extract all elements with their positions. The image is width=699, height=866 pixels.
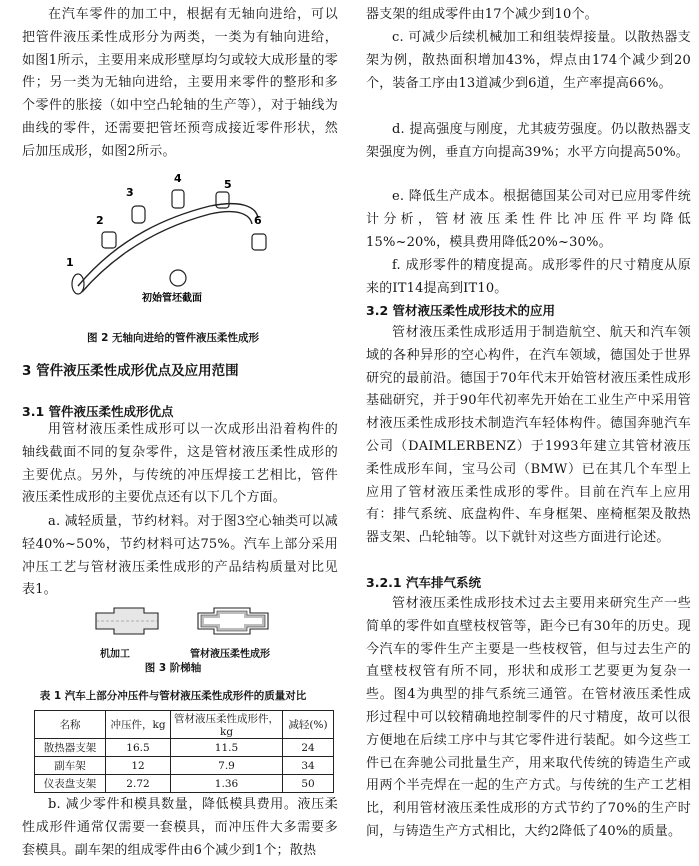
section-shape-5 xyxy=(216,192,229,208)
initial-section-label: 初始管坯截面 xyxy=(142,293,202,304)
fig2-label-2: 2 xyxy=(96,214,104,227)
table-cell: 12 xyxy=(106,757,171,775)
section-3-2-title: 3.2 管材液压柔性成形技术的应用 xyxy=(366,303,555,318)
table-row xyxy=(35,739,334,757)
section-3-1-paragraph: 用管材液压柔性成形可以一次成形出沿着构件的轴线截面不同的复杂零件，这是管材液压柔性成形的主要优点。另外，与传统的冲压焊接工艺相比，管件液压柔性成形的主要优点还有以下几个方面。 xyxy=(22,422,338,506)
figure-2-diagram xyxy=(60,166,290,316)
table-cell: 24 xyxy=(283,739,334,757)
table-cell: 11.5 xyxy=(171,739,283,757)
table-cell: 34 xyxy=(283,757,334,775)
fig3-label-machined: 机加工 xyxy=(100,649,130,660)
table-cell: 16.5 xyxy=(106,739,171,757)
machined-shaft xyxy=(96,608,158,634)
point-f-paragraph: f. 成形零件的精度提高。成形零件的尺寸精度从原来的IT14提高到IT10。 xyxy=(366,258,691,296)
initial-section-circle xyxy=(170,270,186,286)
table-header-cell: 名称 xyxy=(35,711,106,739)
section-shape-6 xyxy=(252,234,266,250)
fig2-label-6: 6 xyxy=(254,214,262,227)
point-b-continued: 器支架的组成零件由17个减少到10个。 xyxy=(366,7,598,22)
table-row xyxy=(35,757,334,775)
section-3-1-title: 3.1 管件液压柔性成形优点 xyxy=(22,404,174,419)
hydroformed-shaft xyxy=(198,608,268,634)
point-e-paragraph: e. 降低生产成本。根据德国某公司对已应用零件统计分析，管材液压柔性件比冲压件平均降低15%~20%，模具费用降低20%~30%。 xyxy=(366,189,691,250)
fig3-label-hydroformed: 管材液压柔性成形 xyxy=(190,649,270,660)
section-shape-1 xyxy=(72,274,84,294)
point-b-paragraph: b. 减少零件和模具数量，降低模具费用。液压柔性成形件通常仅需要一套模具，而冲压件大多需要多套模具。副车架的组成零件由6个减少到1个；散热 xyxy=(22,797,338,858)
table-header-cell: 减轻(%) xyxy=(283,711,334,739)
fig2-label-5: 5 xyxy=(224,178,232,191)
table-row xyxy=(35,775,334,793)
fig2-label-1: 1 xyxy=(66,256,74,269)
figure-3-caption: 图 3 阶梯轴 xyxy=(144,662,202,674)
table-cell: 副车架 xyxy=(35,757,106,775)
section-shape-3 xyxy=(132,206,145,223)
table-cell: 散热器支架 xyxy=(35,739,106,757)
tube-outer-line xyxy=(78,204,258,286)
table-cell: 7.9 xyxy=(171,757,283,775)
table-1 xyxy=(34,710,334,793)
table-1-caption: 表 1 汽车上部分冲压件与管材液压柔性成形件的质量对比 xyxy=(39,690,307,702)
point-a-paragraph: a. 减轻质量，节约材料。对于图3空心轴类可以减轻40%~50%，节约材料可达75%。汽车上部分采用冲压工艺与管材液压柔性成形的产品结构质量对比见表1。 xyxy=(22,514,338,598)
section-shape-4 xyxy=(172,190,184,208)
figure-2-caption: 图 2 无轴向进给的管件液压柔性成形 xyxy=(86,332,260,344)
fig2-label-4: 4 xyxy=(174,172,182,185)
section-3-2-1-title: 3.2.1 汽车排气系统 xyxy=(366,575,481,590)
table-header-cell: 管材液压柔性成形件，kg xyxy=(171,711,283,739)
section-3-2-1-paragraph: 管材液压柔性成形技术过去主要用来研究生产一些简单的零件如直壁枝杈管等，距今已有30年的历史。现今汽车的零件生产主要是一些枝杈管，但与过去生产的直壁枝杈管有所不同，形状和成形工艺要更为复杂一些。图4为典型的排气系统三通管。在管材液压柔性成形过程中可以较精确地控制零件的尺寸精度，故可以很方便地在后续工序中与其它零件进行装配。如今这些工件已在奔驰公司批量生产，用来取代传统的铸造生产或用两个半壳焊在一起的生产方式。与传统的生产工艺相比，利用管材液压柔性成形的方式节约了70%的生产时间，与铸造生产方式相比，大约2降低了40%的质量。 xyxy=(366,596,691,839)
table-cell: 50 xyxy=(283,775,334,793)
point-d-paragraph: d. 提高强度与刚度，尤其疲劳强度。仍以散热器支架强度为例，垂直方向提高39%；水平方向提高50%。 xyxy=(366,122,691,160)
table-header-row xyxy=(35,711,334,739)
section-shape-2 xyxy=(102,232,116,248)
section-3-title: 3 管件液压柔性成形优点及应用范围 xyxy=(22,363,239,379)
table-header-cell: 冲压件，kg xyxy=(106,711,171,739)
intro-paragraph: 在汽车零件的加工中，根据有无轴向进给，可以把管件液压柔性成形分为两类，一类为有轴向进给，如图1所示，主要用来成形壁厚均匀或较大成形量的零件；另一类为无轴向进给，主要用来零件的整形和多个零件的胀接（如中空凸轮轴的生产等），对于轴线为曲线的零件，还需要把管坯预弯成接近零件形状，然后加压成形，如图2所示。 xyxy=(22,7,338,159)
point-c-paragraph: c. 可减少后续机械加工和组装焊接量。以散热器支架为例，散热面积增加43%，焊点由174个减少到20个，装备工序由13道减少到6道，生产率提高66%。 xyxy=(366,30,691,91)
table-cell: 仪表盘支架 xyxy=(35,775,106,793)
figure-3-diagram xyxy=(92,601,288,641)
tube-inner-line xyxy=(82,212,252,292)
table-cell: 2.72 xyxy=(106,775,171,793)
fig2-label-3: 3 xyxy=(126,186,134,199)
table-cell: 1.36 xyxy=(171,775,283,793)
section-3-2-paragraph: 管材液压柔性成形适用于制造航空、航天和汽车领域的各种异形的空心构件，在汽车领域，德国处于世界研究的最前沿。德国于70年代末开始管材液压柔性成形基础研究，并于90年代初率先开始在工业生产中采用管材液压柔性成形技术制造汽车轻体构件。德国奔驰汽车公司（DAIMLERBENZ）于1993年建立其管材液压柔性成形车间，宝马公司（BMW）已在其几个车型上应用了管材液压柔性成形的零件。目前在汽车上应用有：排气系统、底盘构件、车身框架、座椅框架及散热器支架、凸轮轴等。以下就针对这些方面进行论述。 xyxy=(366,325,691,546)
